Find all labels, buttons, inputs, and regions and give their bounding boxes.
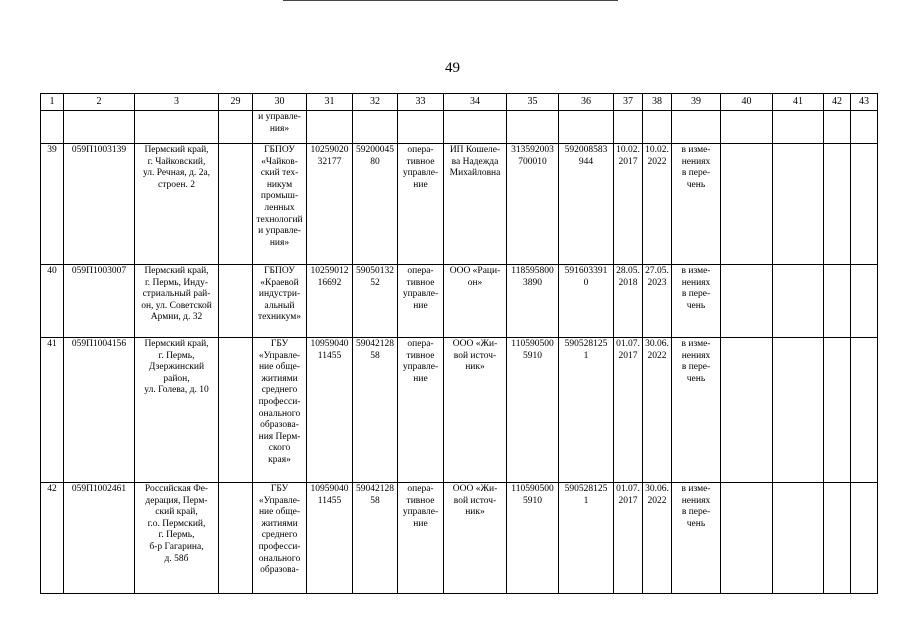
column-header: 2 <box>64 94 135 111</box>
column-header: 36 <box>559 94 614 111</box>
column-header: 40 <box>721 94 773 111</box>
column-header: 35 <box>507 94 559 111</box>
table-cell: 30.06. 2022 <box>643 483 672 594</box>
table-cell: 01.07. 2017 <box>614 483 643 594</box>
table-cell: 059П1002461 <box>64 483 135 594</box>
table-cell: 28.05. 2018 <box>614 265 643 338</box>
table-cell: опера- тивное управле- ние <box>398 338 444 483</box>
table-cell: 10.02. 2017 <box>614 144 643 265</box>
table-cell: 39 <box>41 144 64 265</box>
table-cell <box>507 111 559 144</box>
table-cell <box>773 144 824 265</box>
table-cell <box>721 111 773 144</box>
table-cell: опера- тивное управле- ние <box>398 483 444 594</box>
table-cell <box>559 111 614 144</box>
table-cell <box>398 111 444 144</box>
table-cell <box>773 338 824 483</box>
table-row <box>41 338 878 483</box>
table-cell <box>219 111 253 144</box>
table-cell: 01.07. 2017 <box>614 338 643 483</box>
table-cell: 41 <box>41 338 64 483</box>
table-cell <box>444 111 507 144</box>
table-cell <box>773 483 824 594</box>
table-cell <box>721 338 773 483</box>
table-cell <box>672 111 721 144</box>
table-cell: 10259012 16692 <box>307 265 353 338</box>
table-cell: 59042128 58 <box>353 338 398 483</box>
table-cell: 110590500 5910 <box>507 483 559 594</box>
top-rule <box>283 0 618 1</box>
table-cell <box>773 111 824 144</box>
table-cell: 590528125 1 <box>559 338 614 483</box>
table-cell: 591603391 0 <box>559 265 614 338</box>
table-cell: 10259020 32177 <box>307 144 353 265</box>
table-cell <box>824 111 851 144</box>
table-cell: Пермский край, г. Чайковский, ул. Речная, д. 2а, строен. 2 <box>135 144 219 265</box>
table-cell <box>773 265 824 338</box>
table-cell: ГБУ «Управле- ние обще- житиями среднего професси- онального образова- <box>253 483 307 594</box>
table-cell <box>721 144 773 265</box>
table-cell: 110590500 5910 <box>507 338 559 483</box>
table-cell <box>824 144 851 265</box>
table-cell <box>824 483 851 594</box>
table-cell <box>41 111 64 144</box>
table-cell <box>307 111 353 144</box>
column-header: 37 <box>614 94 643 111</box>
table-cell: 10959040 11455 <box>307 483 353 594</box>
table-cell: ООО «Жи- вой источ- ник» <box>444 338 507 483</box>
column-header: 1 <box>41 94 64 111</box>
table-cell: ООО «Раци- он» <box>444 265 507 338</box>
table-cell <box>135 111 219 144</box>
table-cell <box>353 111 398 144</box>
table-body <box>41 94 878 594</box>
table-cell <box>219 338 253 483</box>
header-row <box>41 94 878 111</box>
table-cell: ГБУ «Управле- ние обще- житиями среднего професси- онального образова- ния Перм- ского края» <box>253 338 307 483</box>
column-header: 43 <box>851 94 878 111</box>
table-cell: 40 <box>41 265 64 338</box>
table-cell: ГБПОУ «Чайков- ский тех- никум промыш- ленных технологий и управле- ния» <box>253 144 307 265</box>
table-cell <box>643 111 672 144</box>
table-cell: в изме- нениях в пере- чень <box>672 483 721 594</box>
table-cell: 059П1003007 <box>64 265 135 338</box>
table-cell: 59042128 58 <box>353 483 398 594</box>
table-cell <box>824 265 851 338</box>
page-number: 49 <box>445 60 460 76</box>
table-cell: 313592003 700010 <box>507 144 559 265</box>
table-cell: 27.05. 2023 <box>643 265 672 338</box>
column-header: 3 <box>135 94 219 111</box>
table-cell <box>219 483 253 594</box>
table-cell: в изме- нениях в пере- чень <box>672 338 721 483</box>
table-cell: 59050132 52 <box>353 265 398 338</box>
column-header: 34 <box>444 94 507 111</box>
table-cell: Пермский край, г. Пермь, Дзержинский район, ул. Голева, д. 10 <box>135 338 219 483</box>
table-cell <box>851 338 878 483</box>
table-cell <box>721 483 773 594</box>
table-cell <box>851 144 878 265</box>
table-cell <box>614 111 643 144</box>
table-cell: ИП Кошеле- ва Надежда Михайловна <box>444 144 507 265</box>
table-cell <box>64 111 135 144</box>
table-cell: Российская Фе- дерация, Перм- ский край, г.о. Пермский, г. Пермь, б-р Гагарина, д. 58б <box>135 483 219 594</box>
table-cell <box>219 265 253 338</box>
table-cell: в изме- нениях в пере- чень <box>672 144 721 265</box>
table-cell <box>721 265 773 338</box>
table-cell: 10959040 11455 <box>307 338 353 483</box>
table-row <box>41 483 878 594</box>
table-row <box>41 144 878 265</box>
column-header: 33 <box>398 94 444 111</box>
table-cell: 118595800 3890 <box>507 265 559 338</box>
table-cell: 059П1004156 <box>64 338 135 483</box>
table-cell <box>824 338 851 483</box>
table-cell: 42 <box>41 483 64 594</box>
column-header: 32 <box>353 94 398 111</box>
table-cell <box>219 144 253 265</box>
table-cell <box>851 265 878 338</box>
table-row <box>41 265 878 338</box>
column-header: 30 <box>253 94 307 111</box>
table-cell: 059П1003139 <box>64 144 135 265</box>
table-cell <box>851 111 878 144</box>
table-cell <box>851 483 878 594</box>
table-cell: в изме- нениях в пере- чень <box>672 265 721 338</box>
column-header: 42 <box>824 94 851 111</box>
column-header: 38 <box>643 94 672 111</box>
column-header: 41 <box>773 94 824 111</box>
table-cell: ГБПОУ «Краевой индустри- альный техникум» <box>253 265 307 338</box>
table-cell: опера- тивное управле- ние <box>398 265 444 338</box>
column-header: 29 <box>219 94 253 111</box>
column-header: 31 <box>307 94 353 111</box>
table-cell: 592008583 944 <box>559 144 614 265</box>
column-header: 39 <box>672 94 721 111</box>
continuation-row <box>41 111 878 144</box>
table-cell: 590528125 1 <box>559 483 614 594</box>
table-cell: Пермский край, г. Пермь, Инду- стриальный рай- он, ул. Советской Армии, д. 32 <box>135 265 219 338</box>
table-cell: 59200045 80 <box>353 144 398 265</box>
table-cell: ООО «Жи- вой источ- ник» <box>444 483 507 594</box>
registry-table <box>40 93 878 594</box>
table-cell: и управле- ния» <box>253 111 307 144</box>
table-cell: 10.02. 2022 <box>643 144 672 265</box>
table-cell: опера- тивное управле- ние <box>398 144 444 265</box>
table-cell: 30.06. 2022 <box>643 338 672 483</box>
